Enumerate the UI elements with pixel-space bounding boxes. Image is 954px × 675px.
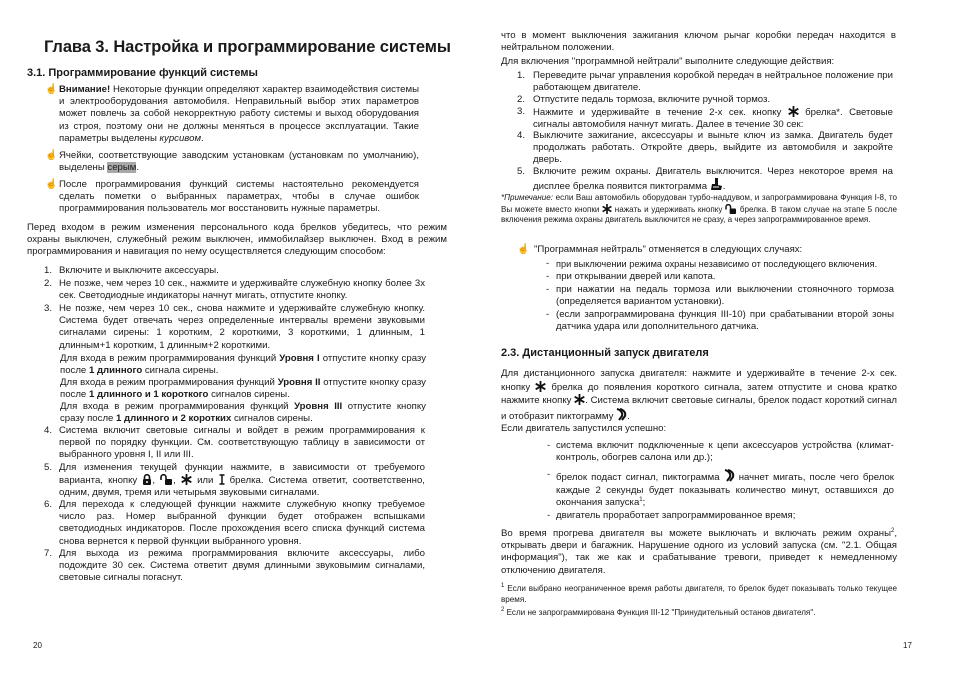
turbo-note: *Примечание: если Ваш автомобиль оборудован турбо-наддувом, и запрограммирована Функция I-8, то Вы можете вместо кнопки нажать и удерживать кнопку брелка. В таком случае на этапе 5 после включения режима охраны двигатель выключится не сразу, а через запрограммированное время.: [501, 193, 897, 225]
asterisk-icon: [535, 381, 546, 392]
gray-highlight: серым: [107, 162, 137, 174]
cancel-case: при выключении режима охраны независимо от последующего включения.: [556, 259, 878, 269]
pointing-hand-icon: ☝: [45, 150, 58, 161]
level-1-instruction: Для входа в режим программирования функций Уровня I отпустите кнопку сразу после 1 длинного сигнала сирены.: [60, 353, 427, 377]
cancel-case: при нажатии на педаль тормоза или выключении стояночного тормоза (определяется вариантом установки).: [556, 284, 894, 308]
cancel-case: при открывании дверей или капота.: [556, 271, 716, 282]
step-6: Для перехода к следующей функции нажмите служебную кнопку требуемое число раз. Номер выбранной функции будет отображен вспышками светодиодных индикаторов. После прохождения всего списка функций система снова вернется к первой функции выбранного уровня.: [59, 499, 425, 547]
footnote-2: $^2$ Если не запрограммирована Функция III-12 "Принудительный останов двигателя".: [501, 607, 816, 617]
engine-start-icon: [724, 469, 735, 482]
warmup-paragraph: Во время прогрева двигателя вы можете выключать и включать режим охраны$^2$, открывать двери и багажник. Нарушение одного из условий запуска (см. "2.1. Общая информация"), так же как и срабатывание тревоги, приведет к немедленному отключению двигателя.: [501, 528, 897, 576]
lock-open-icon: [160, 474, 173, 485]
asterisk-icon: [181, 474, 192, 485]
left-page: Глава 3. Настройка и программирование системы 3.1. Программирование функций системы ☝ Внимание! Некоторые функции определяют характер взаимодействия системы и электрооборудования автомобиля. Неправильный выбор этих параметров может повлечь за собой некорректную работу системы и выход оборудования из строя, поэтому они не должны меняться в процессе эксплуатации. Такие параметры выделены курсивом. ☝ Ячейки, соответствующие заводским установкам (установкам по умолчанию), выделены серым. ☝ После программирования функций системы настоятельно рекомендуется сделать пометки о выбранных параметрах, чтобы в случае ошибок программирования пользователь мог восстановить нужные параметры. Перед входом в режим изменения персонального кода брелков убедитесь, что режим охраны выключен, служебный режим выключен, иммобилайзер выключен. Вход в режим программирования и навигация по нему осуществляется следующим способом: 1. Включите и выключите аксессуары. 2. Не позже, чем через 10 сек., нажмите и удерживайте служебную кнопку более 3х сек. Светодиодные индикаторы начнут мигать, отпустите кнопку. 3. Не позже, чем через 10 сек., снова нажмите и удерживайте служебную кнопку. Система будет отвечать через определенные интервалы времени звуковыми сигналами сирены: 1 коротким, 2 короткими, 3 короткими, 1 длинным, 1 длинным+1 коротким, 1 длинным+2 короткими. Для входа в режим программирования функций Уровня I отпустите кнопку сразу после 1 длинного сигнала сирены. Для входа в режим программирования функций Уровня II отпустите кнопку сразу после 1 длинного и 1 короткого сигналов сирены. Для входа в режим программирования функций Уровня III отпустите кнопку сразу после 1 длинного и 2 коротких сигналов сирены. 4. Система включит световые сигналы и войдет в режим программирования к первой по порядку функции. См. соответствующую таблицу в зависимости от выбранного уровня I, II или III. 5. Для изменения текущей функции нажмите, в зависимости от требуемого варианта, кнопку , , или брелка. Система ответит, соответственно, одним, двумя, тремя или четырьмя звуковыми сигналами. 6. Для перехода к следующей функции нажмите служебную кнопку требуемое число раз. Номер выбранной функции будет отображен вспышками светодиодных индикаторов. После прохождения всего списка функций система снова вернется к первой функции выбранного уровня. 7. Для выхода из режима программирования включите аксессуары, либо подождите 30 сек. Система ответит двумя длинными звуковымим сигналами, световые сигналы погаснут. 20: [27, 38, 451, 650]
footnote-1: $^1$ Если выбрано неограниченное время работы двигателя, то брелок будет показывать только текущее время.: [501, 583, 897, 604]
step-1: Включите и выключите аксессуары.: [59, 265, 219, 276]
cancel-note: "Программная нейтраль" отменяется в следующих случаях:: [534, 244, 803, 255]
engine-running-icon: [710, 178, 723, 191]
intro-paragraph: Перед входом в режим изменения персонального кода брелков убедитесь, что режим охраны выключен, служебный режим выключен, иммобилайзер выключен. Вход в режим программирования и навигация по нему осуществляется следующим способом:: [27, 222, 447, 258]
engine-start-icon: [616, 408, 627, 421]
success-intro: Если двигатель запустился успешно:: [501, 423, 667, 434]
section-title: 3.1. Программирование функций системы: [27, 67, 258, 79]
asterisk-icon: [788, 106, 799, 117]
note-attention: Внимание! Некоторые функции определяют характер взаимодействия системы и электрооборудования автомобиля. Неправильный выбор этих параметров может повлечь за собой некорректную работу системы и выход оборудования из строя, поэтому они не должны меняться в процессе эксплуатации. Такие параметры выделены курсивом.: [59, 84, 419, 144]
step-4: Система включит световые сигналы и войдет в режим программирования к первой по порядку функции. См. соответствующую таблицу в зависимости от выбранного уровня I, II или III.: [59, 425, 425, 461]
lock-closed-icon: [142, 474, 152, 485]
right-page: что в момент выключения зажигания ключом рычаг коробки передач находится в нейтральном положении. Для включения "программной нейтрали" выполните следующие действия: 1. Переведите рычаг управления коробкой передач в нейтральное положение при работающем двигателе. 2. Отпустите педаль тормоза, включите ручной тормоз. 3. Нажмите и удерживайте в течение 2-х сек. кнопку брелка*. Световые сигналы автомобиля начнут мигать. Далее в течение 30 сек: 4. Выключите зажигание, аксессуары и выньте ключ из замка. Двигатель будет продолжать работать. Откройте дверь, выйдите из автомобиля и закройте дверь. 5. Включите режим охраны. Двигатель выключится. Через некоторое время на дисплее брелка появится пиктограмма . *Примечание: если Ваш автомобиль оборудован турбо-наддувом, и запрограммирована Функция I-8, то Вы можете вместо кнопки нажать и удерживать кнопку брелка. В таком случае на этапе 5 после включения режима охраны двигатель выключится не сразу, а через запрограммированное время. ☝ "Программная нейтраль" отменяется в следующих случаях: - при выключении режима охраны независимо от последующего включения. - при открывании дверей или капота. - при нажатии на педаль тормоза или выключении стояночного тормоза (определяется вариантом установки). - (если запрограммирована функция III-10) при срабатывании второй зоны датчика удара или дополнительного датчика. 2.3. Дистанционный запуск двигателя Для дистанционного запуска двигателя: нажмите и удерживайте в течение 2-х сек. кнопку брелка до появления короткого сигнала, затем отпустите и снова кратко нажмите кнопку . Система включит световые сигналы, брелок подаст короткий сигнал и отобразит пиктограмму . Если двигатель запустился успешно: - система включит подключенные к цепи аксессуаров устройства (климат-контроль, обогрев салона или др.); - брелок подаст сигнал, пиктограмма начнет мигать, после чего брелок каждые 2 секунды будет показывать количество минут, оставшихся до окончания запуска$^1$; - двигатель проработает запрограммированное время; Во время прогрева двигателя вы можете выключать и включать режим охраны$^2$, открывать двери и багажник. Нарушение одного из условий запуска (см. "2.1. Общая информация"), так же как и срабатывание тревоги, приведет к немедленному отключению двигателя. $^1$ Если выбрано неограниченное время работы двигателя, то брелок будет показывать только текущее время. $^2$ Если не запрограммирована Функция III-12 "Принудительный останов двигателя". 17: [501, 30, 912, 650]
neutral-step-3: Нажмите и удерживайте в течение 2-х сек. кнопку брелка*. Световые сигналы автомобиля начнут мигать. Далее в течение 30 сек:: [533, 107, 893, 131]
success-case: брелок подаст сигнал, пиктограмма начнет мигать, после чего брелок каждые 2 секунды будет показывать количество минут, оставшихся до окончания запуска$^1$;: [556, 469, 894, 510]
pointing-hand-icon: ☝: [517, 244, 530, 255]
chapter-title: Глава 3. Настройка и программирование системы: [44, 38, 451, 56]
asterisk-icon: [602, 204, 612, 214]
cancel-case: (если запрограммирована функция III-10) при срабатывании второй зоны датчика удара или дополнительного датчика.: [556, 309, 894, 333]
continued-text: что в момент выключения зажигания ключом рычаг коробки передач находится в нейтральном положении.: [501, 30, 896, 54]
page-number-right: 17: [903, 641, 912, 650]
level-2-instruction: Для входа в режим программирования функций Уровня II отпустите кнопку сразу после 1 длинного и 1 короткого сигналов сирены.: [60, 377, 426, 401]
page-number-left: 20: [33, 641, 42, 650]
asterisk-icon: [574, 394, 585, 405]
remote-start-paragraph: Для дистанционного запуска двигателя: нажмите и удерживайте в течение 2-х сек. кнопку брелка до появления короткого сигнала, затем отпустите и снова кратко нажмите кнопку . Система включит световые сигналы, брелок подаст короткий сигнал и отобразит пиктограмму .: [501, 368, 898, 422]
neutral-step-1: Переведите рычаг управления коробкой передач в нейтральное положение при работающем двигателе.: [533, 70, 893, 94]
success-case: система включит подключенные к цепи аксессуаров устройства (климат-контроль, обогрев салона или др.);: [556, 440, 894, 464]
neutral-step-2: Отпустите педаль тормоза, включите ручной тормоз.: [533, 94, 771, 105]
pointing-hand-icon: ☝: [45, 179, 58, 190]
pointing-hand-icon: ☝: [45, 84, 58, 95]
lock-open-icon: [725, 204, 737, 214]
step-2: Не позже, чем через 10 сек., нажмите и удерживайте служебную кнопку более 3х сек. Светодиодные индикаторы начнут мигать, отпустите кнопку.: [59, 278, 425, 302]
success-case: двигатель проработает запрограммированное время;: [556, 510, 796, 521]
note-recommend: После программирования функций системы настоятельно рекомендуется сделать пометки о выбранных параметрах, чтобы в случае ошибок программирования пользователь мог восстановить нужные параметры.: [59, 179, 419, 215]
step-5: Для изменения текущей функции нажмите, в зависимости от требуемого варианта, кнопку , , или брелка. Система ответит, соответственно, одним, двумя, тремя или четырьмя звуковыми сигналами.: [59, 462, 425, 499]
level-3-instruction: Для входа в режим программирования функций Уровня III отпустите кнопку сразу после 1 длинного и 2 коротких сигналов сирены.: [60, 401, 426, 425]
neutral-step-5: Включите режим охраны. Двигатель выключится. Через некоторое время на дисплее брелка появится пиктограмма .: [533, 166, 893, 193]
note-defaults: Ячейки, соответствующие заводским установкам (установкам по умолчанию), выделены серым.: [59, 150, 419, 174]
section-title-remote-start: 2.3. Дистанционный запуск двигателя: [501, 347, 709, 359]
neutral-step-4: Выключите зажигание, аксессуары и выньте ключ из замка. Двигатель будет продолжать работать. Откройте дверь, выйдите из автомобиля и закройте дверь.: [533, 130, 893, 166]
neutral-intro: Для включения "программной нейтрали" выполните следующие действия:: [501, 56, 835, 67]
step-3: Не позже, чем через 10 сек., снова нажмите и удерживайте служебную кнопку. Система будет отвечать через определенные интервалы времени звуковыми сигналами сирены: 1 коротким, 2 короткими, 3 короткими, 1 длинным, 1 длинным+1 коротким, 1 длинным+2 короткими.: [59, 303, 425, 351]
step-7: Для выхода из режима программирования включите аксессуары, либо подождите 30 сек. Система ответит двумя длинными звуковымим сигналами, световые сигналы погаснут.: [59, 548, 425, 584]
